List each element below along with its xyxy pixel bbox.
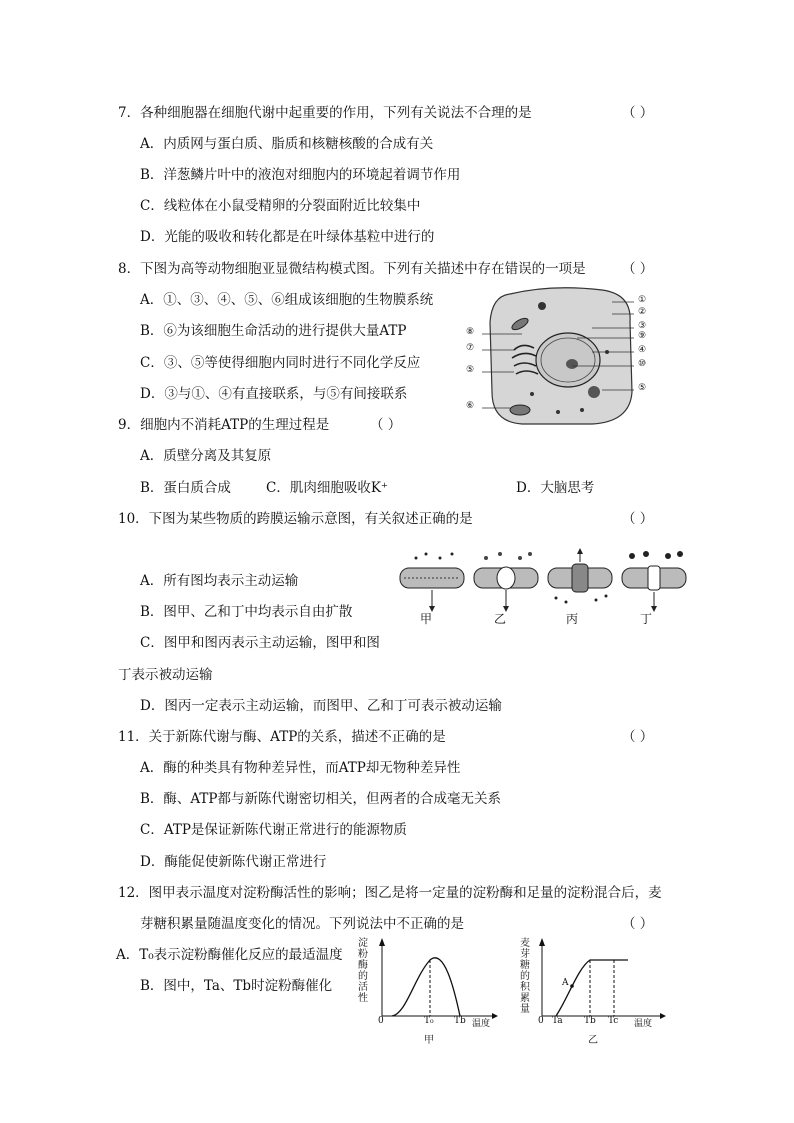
q9-answer-paren: （ ） [370, 417, 402, 433]
q11-option-d: D．酶能促使新陈代谢正常进行 [140, 854, 327, 870]
q12-answer-paren: （ ） [622, 916, 654, 932]
q8-option-d: D．③与①、④有直接联系，与⑤有间接联系 [140, 386, 408, 402]
q11-option-a: A．酶的种类具有物种差异性，而ATP却无物种差异性 [140, 760, 461, 776]
q7-option-b: B．洋葱鳞片叶中的液泡对细胞内的环境起着调节作用 [140, 167, 461, 183]
chart-yi-x-label: 温度 [634, 1019, 653, 1029]
membrane-label-ding: 丁 [640, 612, 653, 626]
cell-label-5-right: ⑤ [638, 383, 647, 393]
chart-jia-curve [392, 958, 460, 1016]
q11-option-b: B．酶、ATP都与新陈代谢密切相关，但两者的合成毫无关系 [140, 791, 502, 807]
q9-stem: 9．细胞内不消耗ATP的生理过程是 [118, 417, 330, 433]
cell-label-8: ⑧ [466, 327, 475, 337]
q7-option-c: C．线粒体在小鼠受精卵的分裂面附近比较集中 [140, 198, 421, 214]
animal-cell-diagram [462, 282, 662, 430]
membrane-label-bing: 丙 [566, 612, 579, 626]
q7-stem: 7．各种细胞器在细胞代谢中起重要的作用，下列有关说法不合理的是 [118, 105, 532, 121]
chart-yi-annotation-a: A [562, 978, 569, 988]
membrane-transport-diagram [396, 548, 696, 628]
membrane-yi [474, 552, 538, 612]
cell-label-6: ⑥ [466, 401, 475, 411]
chart-yi-curve [556, 960, 628, 1016]
q7-answer-paren: （ ） [622, 105, 654, 121]
chart-jia-x-label: 温度 [472, 1019, 491, 1029]
q10-option-c-continued: 丁表示被动运输 [118, 667, 213, 683]
q7-option-a: A．内质网与蛋白质、脂质和核糖核酸的合成有关 [140, 136, 434, 152]
chart-yi-tick-0: 0 [538, 1016, 544, 1026]
cell-label-5-left: ⑤ [466, 365, 475, 375]
chart-jia [358, 938, 498, 1046]
q9-option-b: B．蛋白质合成 [140, 480, 231, 496]
q8-option-c: C．③、⑤等使得细胞内同时进行不同化学反应 [140, 355, 421, 371]
q12-option-a: A．T₀表示淀粉酶催化反应的最适温度 [116, 947, 343, 963]
cell-label-1: ① [638, 295, 647, 305]
q10-option-d: D．图丙一定表示主动运输，而图甲、乙和丁可表示被动运输 [140, 698, 502, 714]
q8-answer-paren: （ ） [622, 261, 654, 277]
chart-yi-tick-tc: Tc [608, 1016, 619, 1026]
chart-jia-tick-tb: Tb [454, 1016, 466, 1026]
q12-stem-line2: 芽糖积累量随温度变化的情况。下列说法中不正确的是 [140, 916, 464, 932]
q10-stem: 10．下图为某些物质的跨膜运输示意图，有关叙述正确的是 [118, 511, 473, 527]
chart-yi-tick-tb: Tb [584, 1016, 596, 1026]
membrane-jia [400, 553, 464, 613]
q12-stem-line1: 12．图甲表示温度对淀粉酶活性的影响；图乙是将一定量的淀粉酶和足量的淀粉混合后，麦 [118, 885, 662, 901]
chart-yi-tick-ta: Ta [552, 1016, 563, 1026]
q10-option-b: B．图甲、乙和丁中均表示自由扩散 [140, 604, 353, 620]
cell-label-10: ⑩ [638, 359, 647, 369]
q10-option-c: C．图甲和图丙表示主动运输，图甲和图 [140, 635, 380, 651]
cell-label-9: ⑨ [638, 331, 647, 341]
membrane-label-jia: 甲 [420, 612, 433, 626]
cell-label-3: ③ [638, 321, 647, 331]
membrane-bing [548, 548, 612, 604]
q10-option-a: A．所有图均表示主动运输 [140, 573, 299, 589]
q10-answer-paren: （ ） [622, 511, 654, 527]
membrane-label-yi: 乙 [494, 612, 507, 626]
chart-yi-title: 乙 [588, 1035, 598, 1046]
q7-option-d: D．光能的吸收和转化都是在叶绿体基粒中进行的 [140, 229, 435, 245]
cell-label-4: ④ [638, 345, 647, 355]
membrane-ding [622, 551, 686, 612]
q8-stem: 8．下图为高等动物细胞亚显微结构模式图。下列有关描述中存在错误的一项是 [118, 261, 586, 277]
q8-option-a: A．①、③、④、⑤、⑥组成该细胞的生物膜系统 [140, 292, 434, 308]
q9-option-a: A．质壁分离及其复原 [140, 448, 272, 464]
q11-answer-paren: （ ） [622, 729, 654, 745]
chart-yi-y-label: 麦芽糖的积累量 [520, 938, 530, 1015]
chart-yi-point-a [570, 984, 574, 988]
chart-jia-tick-t0: T₀ [424, 1016, 434, 1026]
chart-yi [520, 938, 670, 1046]
chart-jia-title: 甲 [424, 1035, 434, 1046]
chart-jia-y-label: 淀粉酶的活性 [358, 938, 368, 1004]
q9-option-c: C．肌肉细胞吸收K⁺ [266, 480, 389, 496]
q8-option-b: B．⑥为该细胞生命活动的进行提供大量ATP [140, 323, 407, 339]
q11-option-c: C．ATP是保证新陈代谢正常进行的能源物质 [140, 822, 407, 838]
q11-stem: 11．关于新陈代谢与酶、ATP的关系，描述不正确的是 [118, 729, 446, 745]
q9-option-d: D．大脑思考 [516, 480, 595, 496]
cell-label-7: ⑦ [466, 343, 475, 353]
q12-option-b: B．图中，Ta、Tb时淀粉酶催化 [140, 978, 333, 994]
cell-label-2: ② [638, 307, 647, 317]
chart-jia-tick-0: 0 [378, 1016, 384, 1026]
